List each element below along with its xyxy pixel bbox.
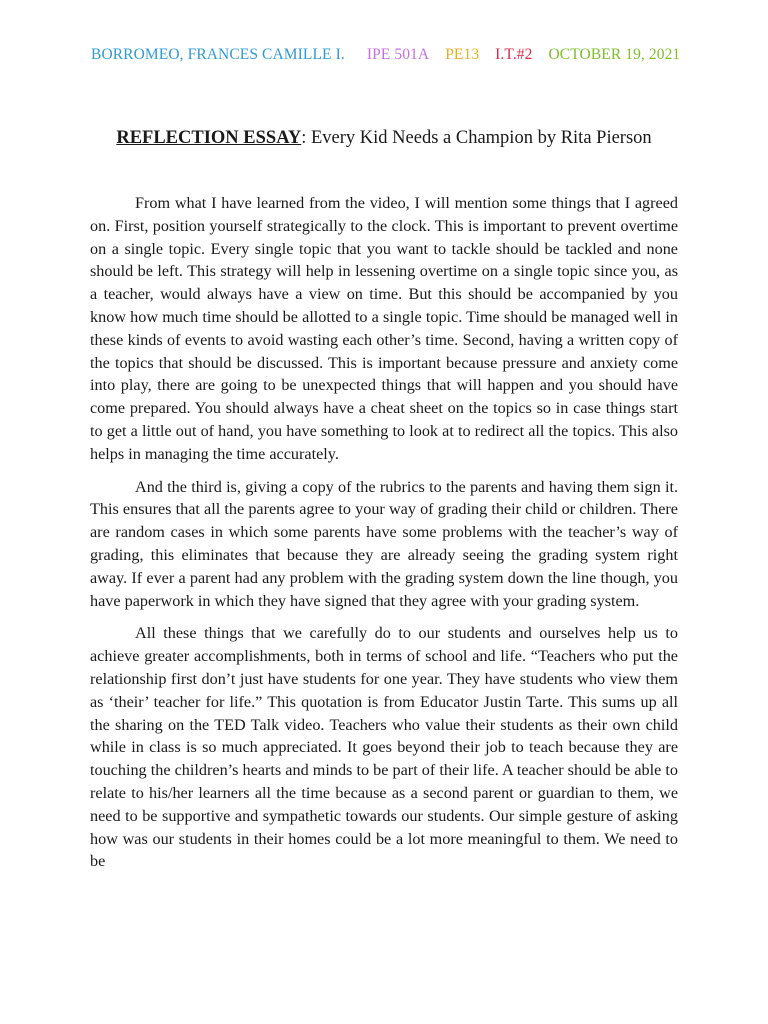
essay-title bbox=[0, 128, 768, 149]
essay-body bbox=[90, 192, 678, 883]
author-name: BORROMEO, FRANCES CAMILLE I. bbox=[91, 46, 345, 63]
paragraph: And the third is, giving a copy of the rubrics to the parents and having them sign it. This ensures that all the parents agree to your way of grading their child or children. There are random cases in which some parents have some problems with the teacher’s way of grading, this eliminates that because they are already seeing the grading system right away. If ever a parent had any problem with the grading system down the line though, you have paperwork in which they have signed that they agree with your grading system. bbox=[90, 477, 678, 610]
paragraph: All these things that we carefully do to our students and ourselves help us to achieve greater accomplishments, both in terms of school and life. “Teachers who put the relationship first don’t just have students for one year. They have students who view them as ‘their’ teacher for life.” This quotation is from Educator Justin Tarte. This sums up all the sharing on the TED Talk video. Teachers who value their students as their own child while in class is so much appreciated. It goes beyond their job to teach because they are touching the children’s hearts and minds to be part of their life. A teacher should be able to relate to his/her learners all the time because as a second parent or guardian to them, we need to be supportive and sympathetic towards our students. Our simple gesture of asking how was our students in their homes could be a lot more meaningful to them. We need to be bbox=[90, 624, 678, 871]
section-code: PE13 bbox=[445, 46, 480, 63]
paragraph: From what I have learned from the video, I will mention some things that I agreed on. First, position yourself strategically to the clock. This is important to prevent overtime on a single topic. Every single topic that you want to tackle should be tackled and none should be left. This strategy will help in lessening overtime on a single topic since you, as a teacher, would always have a view on time. But this should be accompanied by you know how much time should be allotted to a single topic. Time should be managed well in these kinds of events to avoid wasting each other’s time. Second, having a written copy of the topics that should be discussed. This is important because pressure and anxiety come into play, there are going to be unexpected things that will happen and you should have come prepared. You should always have a cheat sheet on the topics so in case things start to get a little out of hand, you have something to look at to redirect all the topics. This also helps in managing the time accurately. bbox=[90, 194, 678, 463]
essay-title-label: REFLECTION ESSAY bbox=[116, 128, 302, 148]
activity-number: I.T.#2 bbox=[495, 46, 533, 63]
date: OCTOBER 19, 2021 bbox=[548, 46, 681, 63]
course-code: IPE 501A bbox=[366, 46, 430, 63]
essay-title-text: : Every Kid Needs a Champion by Rita Pierson bbox=[301, 128, 652, 148]
header-line bbox=[91, 46, 691, 64]
